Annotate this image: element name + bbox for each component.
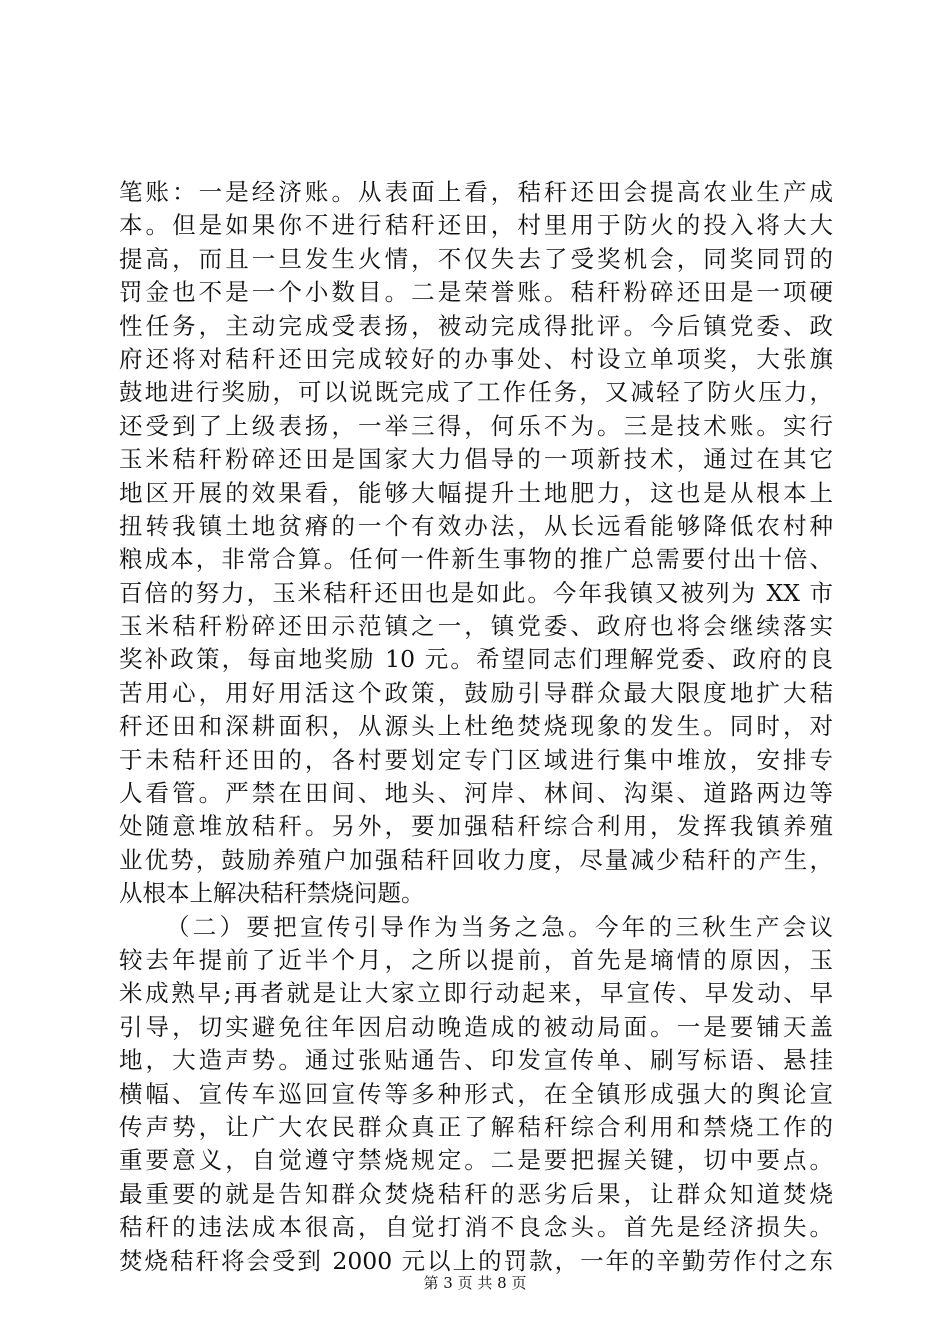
text-line: 秸秆的违法成本很高，自觉打消不良念头。首先是经济损失。	[119, 1213, 833, 1242]
text-line: 处随意堆放秸秆。另外，要加强秸秆综合利用，发挥我镇养殖	[119, 812, 833, 841]
text-line: 奖补政策，每亩地奖励 10 元。希望同志们理解党委、政府的良	[119, 645, 833, 674]
text-line: 地区开展的效果看，能够大幅提升土地肥力，这也是从根本上	[119, 478, 833, 507]
text-line: 笔账：一是经济账。从表面上看，秸秆还田会提高农业生产成	[119, 178, 833, 206]
text-line: 还受到了上级表扬，一举三得，何乐不为。三是技术账。实行	[119, 411, 833, 440]
text-line: 引导，切实避免往年因启动晚造成的被动局面。一是要铺天盖	[119, 1012, 833, 1041]
text-line: 府还将对秸秆还田完成较好的办事处、村设立单项奖，大张旗	[119, 344, 833, 373]
text-line: 性任务，主动完成受表扬，被动完成得批评。今后镇党委、政	[119, 311, 833, 340]
text-line: 玉米秸秆粉碎还田是国家大力倡导的一项新技术，通过在其它	[119, 445, 833, 474]
text-line: 人看管。严禁在田间、地头、河岸、林间、沟渠、道路两边等	[119, 779, 833, 808]
text-line: 米成熟早;再者就是让大家立即行动起来，早宣传、早发动、早	[119, 979, 833, 1008]
text-line: 百倍的努力，玉米秸秆还田也是如此。今年我镇又被列为 XX 市	[119, 578, 833, 607]
text-line: 地，大造声势。通过张贴通告、印发宣传单、刷写标语、悬挂	[119, 1046, 833, 1075]
text-line: 横幅、宣传车巡回宣传等多种形式，在全镇形成强大的舆论宣	[119, 1079, 833, 1108]
text-line: 从根本上解决秸秆禁烧问题。	[119, 879, 425, 908]
document-body	[119, 176, 833, 1278]
text-line: 玉米秸秆粉碎还田示范镇之一，镇党委、政府也将会继续落实	[119, 612, 833, 641]
text-line: 鼓地进行奖励，可以说既完成了工作任务，又减轻了防火压力，	[119, 378, 833, 407]
text-line: 提高，而且一旦发生火情，不仅失去了受奖机会，同奖同罚的	[119, 244, 833, 273]
text-line: 扭转我镇土地贫瘠的一个有效办法，从长远看能够降低农村种	[119, 511, 833, 540]
text-line: 最重要的就是告知群众焚烧秸秆的恶劣后果，让群众知道焚烧	[119, 1179, 833, 1208]
paragraph-2	[119, 911, 833, 1278]
text-line: 罚金也不是一个小数目。二是荣誉账。秸秆粉碎还田是一项硬	[119, 278, 833, 307]
text-line: 传声势，让广大农民群众真正了解秸秆综合利用和禁烧工作的	[119, 1112, 833, 1141]
text-line: 粮成本，非常合算。任何一件新生事物的推广总需要付出十倍、	[119, 545, 833, 574]
text-line: 秆还田和深耕面积，从源头上杜绝焚烧现象的发生。同时，对	[119, 712, 833, 741]
page-number-footer: 第 3 页 共 8 页	[423, 1274, 527, 1292]
text-line: 业优势，鼓励养殖户加强秸秆回收力度，尽量减少秸秆的产生，	[119, 845, 833, 874]
text-line: 较去年提前了近半个月，之所以提前，首先是墒情的原因，玉	[119, 945, 833, 974]
text-line: 焚烧秸秆将会受到 2000 元以上的罚款，一年的辛勤劳作付之东	[119, 1246, 833, 1275]
text-line: 于未秸秆还田的，各村要划定专门区域进行集中堆放，安排专	[119, 745, 833, 774]
text-line: 重要意义，自觉遵守禁烧规定。二是要把握关键，切中要点。	[119, 1146, 833, 1175]
text-line: 本。但是如果你不进行秸秆还田，村里用于防火的投入将大大	[119, 211, 833, 240]
paragraph-1	[119, 176, 833, 911]
text-line: 苦用心，用好用活这个政策，鼓励引导群众最大限度地扩大秸	[119, 678, 833, 707]
text-line: （二）要把宣传引导作为当务之急。今年的三秋生产会议	[166, 912, 833, 941]
